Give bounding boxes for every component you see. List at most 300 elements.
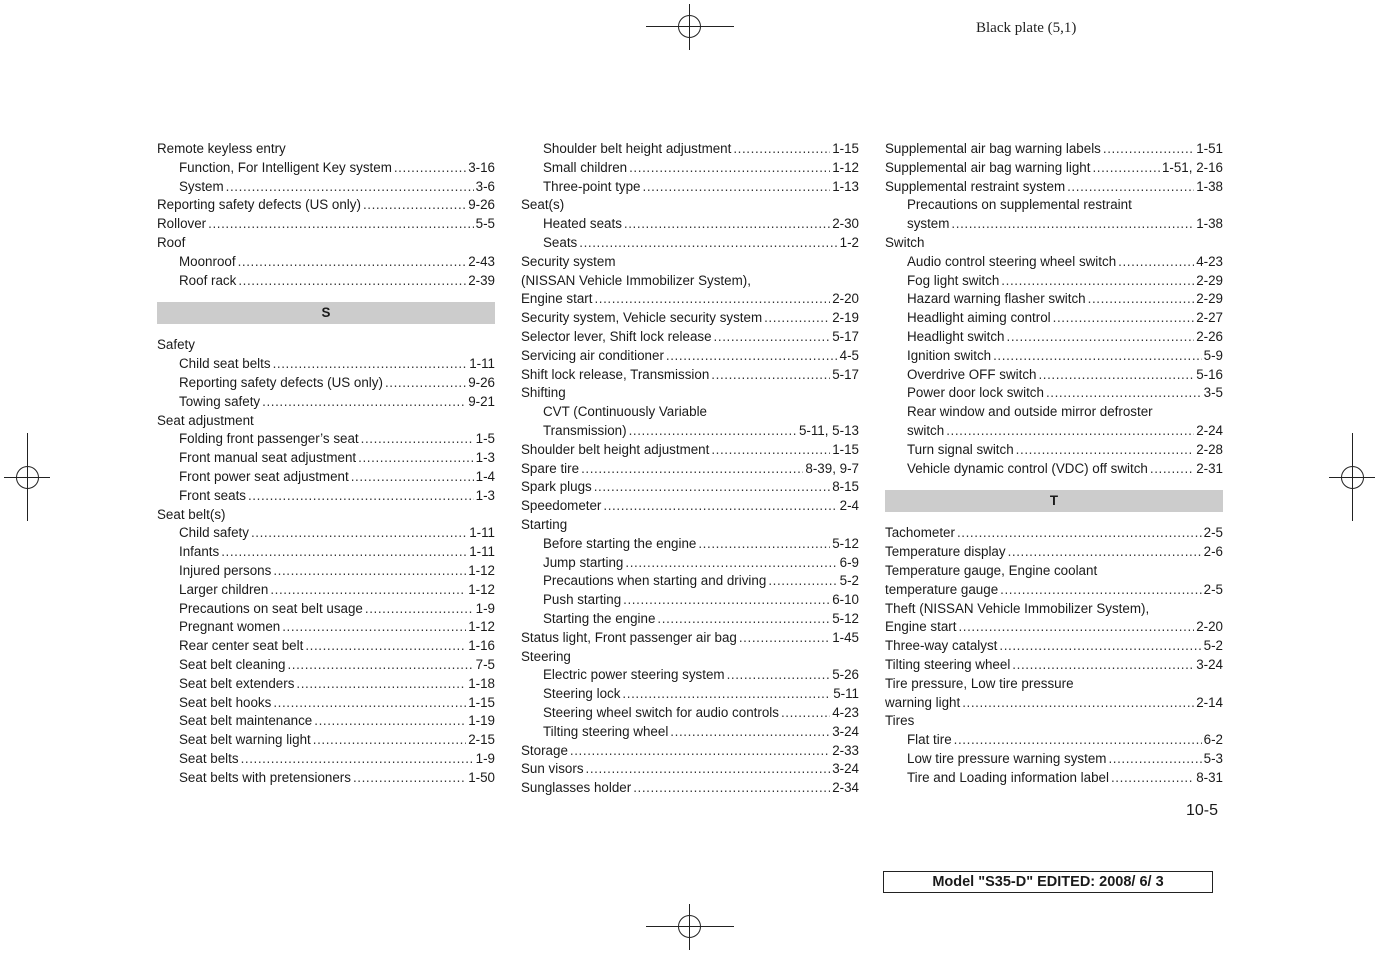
entry-page-ref: 6-2 xyxy=(1203,732,1223,748)
entry-term: Seat belt(s) xyxy=(157,506,226,522)
entry-page-ref: 1-9 xyxy=(475,600,495,616)
entry-term: Hazard warning flasher switch xyxy=(907,291,1086,307)
entry-page-ref: 9-26 xyxy=(468,197,495,213)
entry-page-ref: 5-26 xyxy=(832,667,859,683)
entry-term: Front seats xyxy=(179,487,246,503)
entry-term: Fog light switch xyxy=(907,272,1000,288)
dot-leader xyxy=(1111,769,1194,788)
index-subentry xyxy=(157,600,495,619)
index-entry xyxy=(521,347,859,366)
dot-leader xyxy=(603,497,837,516)
entry-term: Folding front passenger’s seat xyxy=(179,431,359,447)
entry-page-ref: 1-11 xyxy=(469,544,495,560)
dot-leader xyxy=(287,656,473,675)
index-subentry xyxy=(157,468,495,487)
entry-page-ref: 1-19 xyxy=(468,713,495,729)
dot-leader xyxy=(622,685,831,704)
dot-leader xyxy=(394,159,466,178)
entry-term: Spare tire xyxy=(521,460,580,476)
dot-leader xyxy=(954,731,1202,750)
index-entry xyxy=(157,140,495,159)
dot-leader xyxy=(727,666,831,685)
index-subentry xyxy=(157,562,495,581)
entry-term: Front power seat adjustment xyxy=(179,468,349,484)
dot-leader xyxy=(262,393,466,412)
index-subentry xyxy=(885,290,1223,309)
entry-page-ref: 1-12 xyxy=(468,619,495,635)
entry-term: Roof xyxy=(157,234,186,250)
entry-term: Low tire pressure warning system xyxy=(907,750,1107,766)
index-entry xyxy=(521,384,859,403)
entry-page-ref: 5-12 xyxy=(832,535,859,551)
index-subentry xyxy=(157,750,495,769)
entry-page-ref: 5-17 xyxy=(832,328,859,344)
index-entry xyxy=(885,178,1223,197)
entry-term: Tachometer xyxy=(885,525,955,541)
entry-page-ref: 2-15 xyxy=(468,732,495,748)
entry-page-ref: 5-3 xyxy=(1203,750,1223,766)
entry-term: Push starting xyxy=(543,592,622,608)
entry-page-ref: 6-9 xyxy=(839,554,859,570)
index-subentry xyxy=(157,543,495,562)
entry-term: System xyxy=(179,178,224,194)
dot-leader xyxy=(625,554,837,573)
index-entry xyxy=(521,272,859,291)
entry-page-ref: 4-23 xyxy=(832,704,859,720)
entry-page-ref: 2-29 xyxy=(1196,291,1223,307)
entry-page-ref: 2-39 xyxy=(468,272,495,288)
entry-term: Starting the engine xyxy=(543,610,656,626)
dot-leader xyxy=(1108,750,1201,769)
entry-page-ref: 2-28 xyxy=(1196,441,1223,457)
dot-leader xyxy=(248,487,474,506)
dot-leader xyxy=(999,637,1201,656)
index-subentry xyxy=(521,610,859,629)
dot-leader xyxy=(1000,581,1201,600)
dot-leader xyxy=(1016,441,1195,460)
entry-term: Heated seats xyxy=(543,216,622,232)
index-subentry xyxy=(157,355,495,374)
dot-leader xyxy=(351,468,474,487)
dot-leader xyxy=(361,430,474,449)
index-subentry xyxy=(157,178,495,197)
entry-term: Seat belts with pretensioners xyxy=(179,769,351,785)
entry-page-ref: 5-2 xyxy=(839,573,859,589)
entry-page-ref: 3-24 xyxy=(832,723,859,739)
dot-leader xyxy=(296,675,466,694)
index-subentry xyxy=(885,253,1223,272)
entry-page-ref: 5-12 xyxy=(832,610,859,626)
entry-page-ref: 1-12 xyxy=(468,562,495,578)
dot-leader xyxy=(365,600,474,619)
dot-leader xyxy=(1088,290,1195,309)
entry-page-ref: 1-3 xyxy=(475,450,495,466)
index-entry xyxy=(521,497,859,516)
index-subentry xyxy=(521,535,859,554)
index-entry xyxy=(885,524,1223,543)
entry-term: Small children xyxy=(543,159,628,175)
index-entry xyxy=(521,196,859,215)
entry-term: Front manual seat adjustment xyxy=(179,450,357,466)
dot-leader xyxy=(1067,178,1194,197)
dot-leader xyxy=(623,591,830,610)
index-entry xyxy=(885,712,1223,731)
dot-leader xyxy=(581,460,803,479)
dot-leader xyxy=(594,478,830,497)
dot-leader xyxy=(586,760,831,779)
dot-leader xyxy=(633,779,830,798)
index-entry xyxy=(521,253,859,272)
index-subentry xyxy=(521,422,859,441)
index-subentry xyxy=(157,712,495,731)
index-entry xyxy=(521,742,859,761)
index-subentry xyxy=(157,272,495,291)
entry-term: Vehicle dynamic control (VDC) off switch xyxy=(907,460,1148,476)
dot-leader xyxy=(314,712,466,731)
dot-leader xyxy=(579,234,837,253)
dot-leader xyxy=(629,159,830,178)
index-column-2 xyxy=(521,140,859,798)
entry-term: warning light xyxy=(885,694,961,710)
index-subentry xyxy=(157,618,495,637)
entry-term: Injured persons xyxy=(179,562,272,578)
entry-page-ref: 2-6 xyxy=(1203,544,1223,560)
index-subentry xyxy=(157,374,495,393)
index-subentry xyxy=(521,159,859,178)
entry-term: Reporting safety defects (US only) xyxy=(157,197,361,213)
entry-term: Precautions on supplemental restraint xyxy=(907,197,1132,213)
index-entry xyxy=(521,760,859,779)
entry-page-ref: 2-27 xyxy=(1196,310,1223,326)
entry-term: Status light, Front passenger air bag xyxy=(521,629,737,645)
index-subentry xyxy=(885,366,1223,385)
index-entry xyxy=(521,460,859,479)
index-subentry xyxy=(157,487,495,506)
entry-term: Ignition switch xyxy=(907,347,992,363)
index-subentry xyxy=(521,554,859,573)
index-column-1 xyxy=(157,140,495,788)
dot-leader xyxy=(711,366,830,385)
entry-term: Engine start xyxy=(885,619,957,635)
dot-leader xyxy=(958,618,1194,637)
entry-term: Infants xyxy=(179,544,220,560)
entry-term: Audio control steering wheel switch xyxy=(907,253,1117,269)
dot-leader xyxy=(739,629,830,648)
entry-page-ref: 1-5 xyxy=(475,431,495,447)
index-subentry xyxy=(521,234,859,253)
entry-page-ref: 2-33 xyxy=(832,742,859,758)
dot-leader xyxy=(273,355,468,374)
index-subentry xyxy=(157,581,495,600)
entry-term: Before starting the engine xyxy=(543,535,697,551)
entry-term: Precautions when starting and driving xyxy=(543,573,767,589)
index-entry xyxy=(885,543,1223,562)
entry-term: switch xyxy=(907,422,945,438)
index-subentry xyxy=(157,694,495,713)
index-entry xyxy=(521,648,859,667)
entry-term: Turn signal switch xyxy=(907,441,1014,457)
entry-page-ref: 1-45 xyxy=(832,629,859,645)
dot-leader xyxy=(1092,159,1160,178)
entry-term: (NISSAN Vehicle Immobilizer System), xyxy=(521,272,751,288)
entry-term: Safety xyxy=(157,337,195,353)
entry-page-ref: 1-15 xyxy=(832,441,859,457)
index-subentry xyxy=(885,347,1223,366)
entry-term: Security system xyxy=(521,253,616,269)
index-entry xyxy=(521,441,859,460)
index-subentry xyxy=(521,140,859,159)
index-subentry xyxy=(521,723,859,742)
section-letter-heading: S xyxy=(157,302,495,324)
entry-page-ref: 8-31 xyxy=(1196,769,1223,785)
entry-term: Seat adjustment xyxy=(157,412,254,428)
entry-term: Starting xyxy=(521,516,568,532)
index-subentry xyxy=(157,637,495,656)
entry-term: Towing safety xyxy=(179,393,261,409)
index-subentry xyxy=(885,750,1223,769)
entry-term: Overdrive OFF switch xyxy=(907,366,1037,382)
entry-term: Shift lock release, Transmission xyxy=(521,366,710,382)
entry-term: Jump starting xyxy=(543,554,624,570)
index-subentry xyxy=(157,253,495,272)
entry-term: Steering lock xyxy=(543,686,621,702)
entry-term: Seats xyxy=(543,234,578,250)
entry-page-ref: 2-29 xyxy=(1196,272,1223,288)
entry-page-ref: 3-6 xyxy=(475,178,495,194)
index-subentry xyxy=(885,422,1223,441)
index-subentry xyxy=(521,666,859,685)
entry-page-ref: 5-16 xyxy=(1196,366,1223,382)
dot-leader xyxy=(251,524,467,543)
index-entry xyxy=(885,159,1223,178)
entry-page-ref: 1-12 xyxy=(832,159,859,175)
entry-page-ref: 2-31 xyxy=(1196,460,1223,476)
index-subentry xyxy=(885,460,1223,479)
entry-page-ref: 2-5 xyxy=(1203,581,1223,597)
entry-term: Rollover xyxy=(157,216,207,232)
entry-page-ref: 1-50 xyxy=(468,769,495,785)
entry-page-ref: 1-12 xyxy=(468,581,495,597)
entry-page-ref: 3-24 xyxy=(832,761,859,777)
index-subentry xyxy=(885,769,1223,788)
index-subentry xyxy=(157,524,495,543)
entry-term: Seat belt extenders xyxy=(179,675,295,691)
index-subentry xyxy=(157,675,495,694)
dot-leader xyxy=(643,178,831,197)
dot-leader xyxy=(951,215,1194,234)
entry-term: Child seat belts xyxy=(179,356,271,372)
entry-term: Shifting xyxy=(521,385,566,401)
entry-term: Function, For Intelligent Key system xyxy=(179,159,392,175)
entry-term: Seat belt hooks xyxy=(179,694,272,710)
dot-leader xyxy=(282,618,466,637)
entry-page-ref: 2-43 xyxy=(468,253,495,269)
entry-term: Child safety xyxy=(179,525,249,541)
dot-leader xyxy=(353,769,466,788)
entry-term: Switch xyxy=(885,234,925,250)
index-entry xyxy=(885,637,1223,656)
dot-leader xyxy=(768,572,837,591)
section-letter-heading: T xyxy=(885,490,1223,512)
index-subentry xyxy=(521,178,859,197)
dot-leader xyxy=(764,309,830,328)
entry-page-ref: 1-15 xyxy=(468,694,495,710)
entry-term: CVT (Continuously Variable xyxy=(543,404,707,420)
dot-leader xyxy=(208,215,474,234)
index-subentry xyxy=(521,403,859,422)
entry-page-ref: 1-16 xyxy=(468,638,495,654)
index-entry xyxy=(521,478,859,497)
entry-page-ref: 1-38 xyxy=(1196,178,1223,194)
dot-leader xyxy=(1038,366,1194,385)
entry-page-ref: 2-20 xyxy=(832,291,859,307)
entry-term: Temperature display xyxy=(885,544,1006,560)
entry-page-ref: 9-21 xyxy=(468,393,495,409)
dot-leader xyxy=(363,196,466,215)
entry-term: system xyxy=(907,216,950,232)
dot-leader xyxy=(358,449,473,468)
index-subentry xyxy=(885,384,1223,403)
dot-leader xyxy=(698,535,830,554)
entry-page-ref: 3-24 xyxy=(1196,656,1223,672)
crop-mark-bottom xyxy=(646,904,734,950)
dot-leader xyxy=(781,704,830,723)
entry-page-ref: 5-17 xyxy=(832,366,859,382)
index-entry xyxy=(157,215,495,234)
index-subentry xyxy=(157,393,495,412)
entry-page-ref: 1-38 xyxy=(1196,216,1223,232)
entry-term: Three-way catalyst xyxy=(885,638,998,654)
entry-term: Roof rack xyxy=(179,272,237,288)
index-entry xyxy=(885,600,1223,619)
crop-mark-top xyxy=(646,4,734,50)
entry-term: Reporting safety defects (US only) xyxy=(179,374,383,390)
dot-leader xyxy=(385,374,466,393)
index-entry xyxy=(885,694,1223,713)
dot-leader xyxy=(666,347,838,366)
entry-term: Sunglasses holder xyxy=(521,780,632,796)
entry-page-ref: 2-30 xyxy=(832,216,859,232)
index-subentry xyxy=(157,430,495,449)
dot-leader xyxy=(1046,384,1202,403)
index-entry xyxy=(157,196,495,215)
entry-term: Supplemental restraint system xyxy=(885,178,1066,194)
index-subentry xyxy=(157,731,495,750)
index-subentry xyxy=(521,572,859,591)
index-entry xyxy=(885,562,1223,581)
entry-page-ref: 1-9 xyxy=(475,750,495,766)
entry-term: Steering xyxy=(521,648,571,664)
entry-page-ref: 8-15 xyxy=(832,479,859,495)
index-subentry xyxy=(157,656,495,675)
entry-term: Moonroof xyxy=(179,253,236,269)
entry-page-ref: 1-11 xyxy=(469,525,495,541)
entry-term: Power door lock switch xyxy=(907,385,1044,401)
index-entry xyxy=(521,366,859,385)
dot-leader xyxy=(957,524,1202,543)
entry-term: Seat belts xyxy=(179,750,239,766)
dot-leader xyxy=(1012,656,1194,675)
entry-page-ref: 1-3 xyxy=(475,487,495,503)
index-entry xyxy=(885,618,1223,637)
dot-leader xyxy=(313,731,466,750)
entry-page-ref: 4-23 xyxy=(1196,253,1223,269)
entry-term: Rear window and outside mirror defroster xyxy=(907,404,1153,420)
index-subentry xyxy=(157,769,495,788)
entry-term: Steering wheel switch for audio controls xyxy=(543,704,779,720)
entry-term: Tires xyxy=(885,713,915,729)
entry-term: Supplemental air bag warning labels xyxy=(885,141,1101,156)
entry-term: Pregnant women xyxy=(179,619,281,635)
entry-page-ref: 5-11 xyxy=(833,686,859,702)
entry-term: Sun visors xyxy=(521,761,584,777)
dot-leader xyxy=(1007,328,1195,347)
dot-leader xyxy=(657,610,830,629)
entry-term: Tire and Loading information label xyxy=(907,769,1109,785)
entry-page-ref: 5-5 xyxy=(475,216,495,232)
entry-term: Storage xyxy=(521,742,568,758)
entry-page-ref: 2-20 xyxy=(1196,619,1223,635)
dot-leader xyxy=(238,272,466,291)
index-subentry xyxy=(885,441,1223,460)
dot-leader xyxy=(226,178,474,197)
plate-label: Black plate (5,1) xyxy=(976,20,1077,36)
dot-leader xyxy=(594,290,830,309)
entry-term: Transmission) xyxy=(543,422,627,438)
index-entry xyxy=(521,290,859,309)
entry-page-ref: 1-11 xyxy=(469,356,495,372)
page-number: 10-5 xyxy=(1186,802,1219,819)
entry-page-ref: 2-19 xyxy=(832,310,859,326)
index-subentry xyxy=(157,449,495,468)
entry-page-ref: 2-14 xyxy=(1196,694,1223,710)
index-subentry xyxy=(885,196,1223,215)
entry-term: Electric power steering system xyxy=(543,667,725,683)
dot-leader xyxy=(733,140,830,159)
dot-leader xyxy=(241,750,474,769)
entry-term: Temperature gauge, Engine coolant xyxy=(885,562,1098,578)
entry-page-ref: 2-26 xyxy=(1196,328,1223,344)
index-entry xyxy=(521,328,859,347)
entry-page-ref: 5-11, 5-13 xyxy=(798,422,859,438)
index-entry xyxy=(157,234,495,253)
entry-page-ref: 2-4 xyxy=(839,498,859,514)
entry-term: Tilting steering wheel xyxy=(885,656,1011,672)
index-entry xyxy=(521,516,859,535)
entry-term: Seat belt warning light xyxy=(179,732,311,748)
entry-term: Precautions on seat belt usage xyxy=(179,600,363,616)
entry-term: Servicing air conditioner xyxy=(521,347,664,363)
entry-page-ref: 1-15 xyxy=(832,141,859,156)
entry-page-ref: 7-5 xyxy=(475,656,495,672)
dot-leader xyxy=(570,742,830,761)
dot-leader xyxy=(670,723,830,742)
dot-leader xyxy=(238,253,467,272)
entry-page-ref: 5-2 xyxy=(1203,638,1223,654)
entry-term: Tire pressure, Low tire pressure xyxy=(885,675,1074,691)
entry-term: Theft (NISSAN Vehicle Immobilizer System), xyxy=(885,600,1150,616)
index-entry xyxy=(521,629,859,648)
entry-term: Flat tire xyxy=(907,732,952,748)
index-entry xyxy=(157,506,495,525)
entry-page-ref: 1-4 xyxy=(475,468,495,484)
dot-leader xyxy=(1053,309,1195,328)
dot-leader xyxy=(946,422,1194,441)
entry-term: Headlight aiming control xyxy=(907,310,1051,326)
crop-mark-right xyxy=(1329,433,1375,521)
dot-leader xyxy=(1103,140,1194,159)
entry-term: Shoulder belt height adjustment xyxy=(543,141,732,156)
